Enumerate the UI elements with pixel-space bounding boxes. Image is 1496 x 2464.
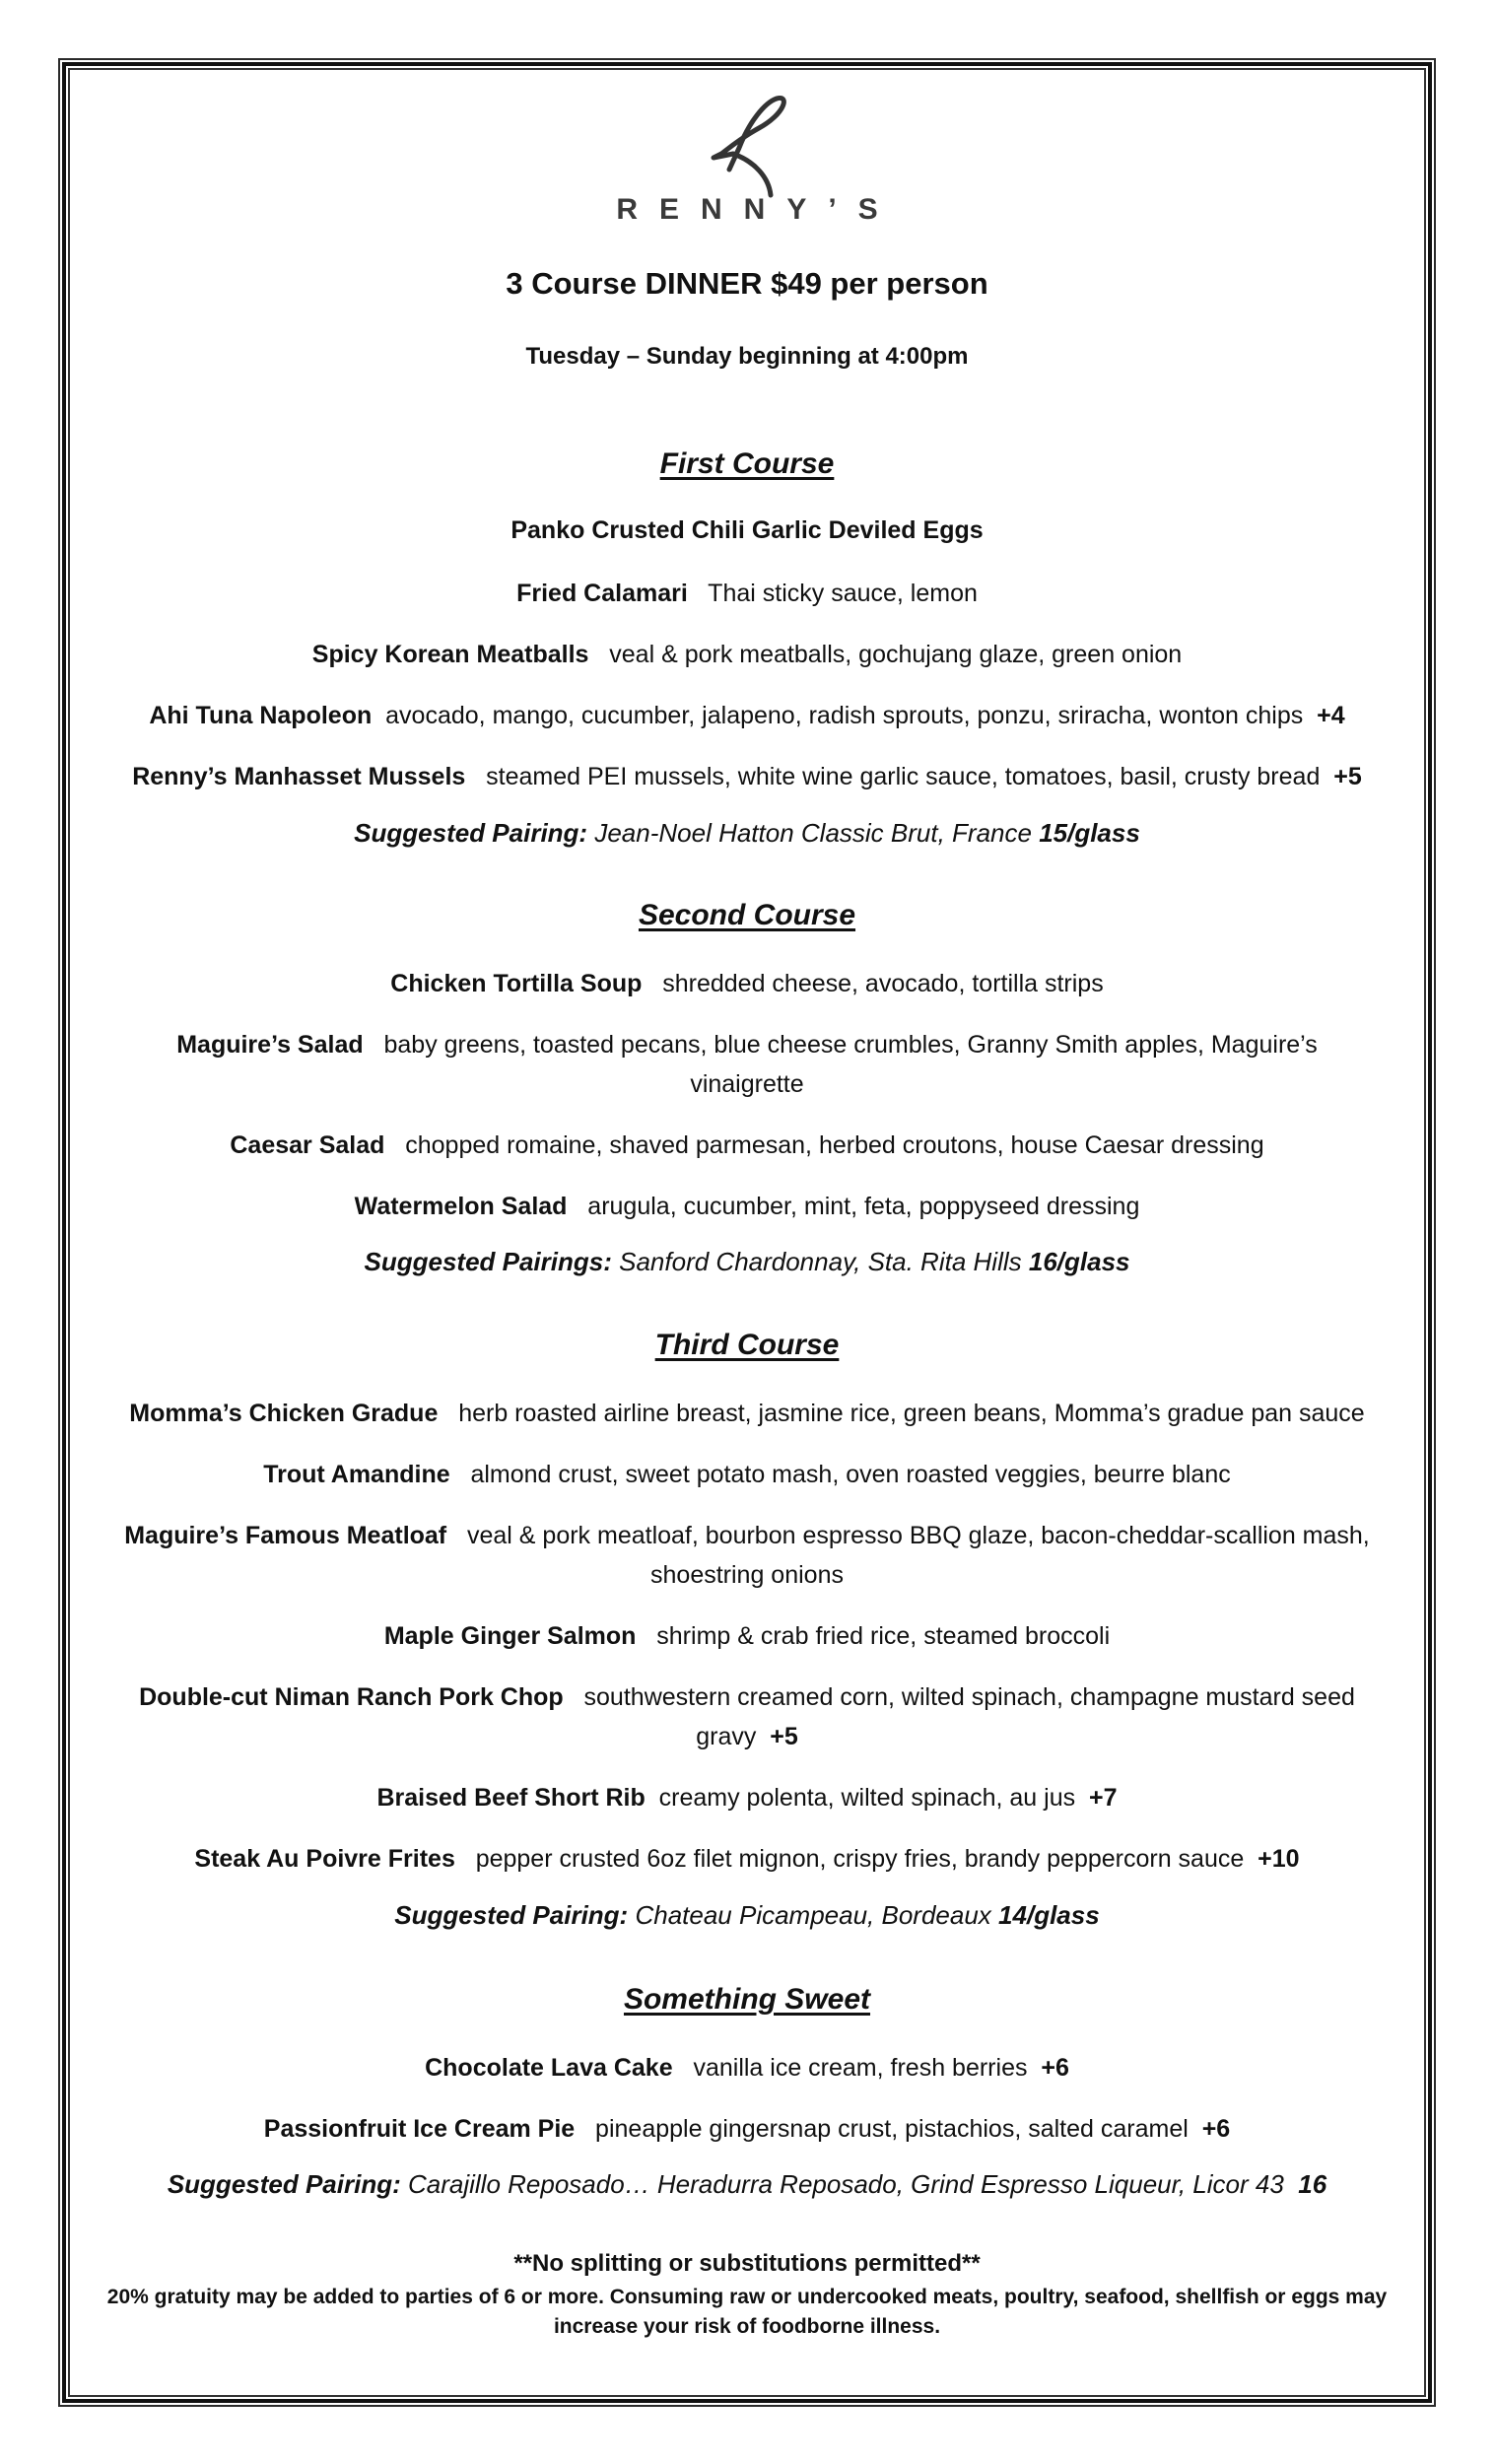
menu-item	[71, 696, 1423, 735]
menu-item	[71, 1126, 1423, 1165]
menu-item	[71, 1839, 1423, 1879]
item-description: avocado, mango, cucumber, jalapeno, radish sprouts, ponzu, sriracha, wonton chips	[385, 702, 1304, 729]
item-upcharge: +4	[1317, 702, 1345, 729]
item-description: Thai sticky sauce, lemon	[708, 580, 978, 607]
item-upcharge: +5	[1333, 763, 1362, 790]
menu-item	[110, 1516, 1384, 1595]
wine-pairing	[71, 818, 1423, 849]
section-heading-second-course: Second Course	[638, 899, 856, 931]
pairing-label: Suggested Pairing:	[394, 1900, 629, 1930]
menu-item	[71, 757, 1423, 796]
menu-item	[71, 2109, 1423, 2149]
item-description: shredded cheese, avocado, tortilla strips	[662, 970, 1104, 997]
page-title: 3 Course DINNER $49 per person	[506, 266, 988, 301]
menu-item	[110, 1677, 1384, 1756]
pairing-wine: Carajillo Reposado… Heradurra Reposado, Grind Espresso Liqueur, Licor 43	[407, 2169, 1284, 2199]
item-description: veal & pork meatballs, gochujang glaze, green onion	[609, 641, 1183, 668]
pairing-price: 14/glass	[998, 1900, 1100, 1930]
disclaimer: 20% gratuity may be added to parties of 6 or more. Consuming raw or undercooked meats, poultry, seafood, shellfish or eggs may increase your risk of foodborne illness.	[106, 2286, 1388, 2338]
section-heading-first-course: First Course	[659, 447, 835, 480]
policy-note: **No splitting or substitutions permitted**	[513, 2250, 981, 2277]
item-name: Maple Ginger Salmon	[383, 1622, 637, 1650]
item-name: Fried Calamari	[516, 580, 688, 607]
menu-item	[71, 1187, 1423, 1226]
item-description: veal & pork meatloaf, bourbon espresso BBQ glaze, bacon-cheddar-scallion mash, shoestring onions	[466, 1522, 1370, 1589]
item-description: steamed PEI mussels, white wine garlic sauce, tomatoes, basil, crusty bread	[486, 763, 1321, 790]
pairing-price: 16/glass	[1028, 1247, 1130, 1276]
item-name: Caesar Salad	[230, 1131, 385, 1159]
menu-item	[71, 2048, 1423, 2088]
menu-item	[71, 635, 1423, 674]
section-heading-third-course: Third Course	[654, 1329, 840, 1361]
item-description: pepper crusted 6oz filet mignon, crispy fries, brandy peppercorn sauce	[475, 1845, 1245, 1873]
item-name: Trout Amandine	[263, 1461, 450, 1488]
item-upcharge: +5	[770, 1723, 798, 1750]
item-description: creamy polenta, wilted spinach, au jus	[658, 1784, 1076, 1812]
item-name: Braised Beef Short Rib	[376, 1784, 646, 1812]
section-heading-something-sweet: Something Sweet	[623, 1983, 871, 2016]
pairing-wine: Chateau Picampeau, Bordeaux	[635, 1900, 991, 1930]
item-upcharge: +7	[1089, 1784, 1118, 1812]
menu-item	[71, 1616, 1423, 1656]
item-description: pineapple gingersnap crust, pistachios, salted caramel	[595, 2115, 1189, 2143]
menu-item	[71, 964, 1423, 1003]
pairing-label: Suggested Pairing:	[167, 2169, 401, 2199]
menu-item	[71, 1778, 1423, 1817]
item-description: vanilla ice cream, fresh berries	[693, 2054, 1028, 2082]
item-description: baby greens, toasted pecans, blue cheese crumbles, Granny Smith apples, Maguire’s vinaigrette	[383, 1031, 1318, 1098]
item-name: Renny’s Manhasset Mussels	[132, 763, 466, 790]
wine-pairing	[71, 1247, 1423, 1277]
item-upcharge: +6	[1201, 2115, 1231, 2143]
menu-item	[71, 511, 1423, 550]
wine-pairing	[71, 2169, 1423, 2200]
menu-item	[71, 1394, 1423, 1433]
pairing-wine: Sanford Chardonnay, Sta. Rita Hills	[619, 1247, 1022, 1276]
item-description: herb roasted airline breast, jasmine rice, green beans, Momma’s gradue pan sauce	[458, 1400, 1365, 1427]
item-description: almond crust, sweet potato mash, oven roasted veggies, beurre blanc	[470, 1461, 1231, 1488]
item-description: southwestern creamed corn, wilted spinach, champagne mustard seed gravy	[583, 1683, 1355, 1750]
menu-item	[130, 1025, 1364, 1104]
item-name: Passionfruit Ice Cream Pie	[263, 2115, 576, 2143]
logo-wordmark: RENNY’S	[616, 193, 900, 226]
menu-item	[71, 1455, 1423, 1494]
pairing-wine: Jean-Noel Hatton Classic Brut, France	[594, 818, 1032, 848]
item-upcharge: +6	[1041, 2054, 1069, 2082]
item-name: Momma’s Chicken Gradue	[129, 1400, 439, 1427]
item-name: Steak Au Poivre Frites	[194, 1845, 455, 1873]
pairing-label: Suggested Pairing:	[354, 818, 588, 848]
page-subtitle: Tuesday – Sunday beginning at 4:00pm	[525, 343, 969, 370]
item-description: arugula, cucumber, mint, feta, poppyseed dressing	[587, 1193, 1140, 1220]
item-description: shrimp & crab fried rice, steamed broccoli	[656, 1622, 1111, 1650]
pairing-price: 16	[1298, 2169, 1327, 2199]
item-description: chopped romaine, shaved parmesan, herbed croutons, house Caesar dressing	[405, 1131, 1264, 1159]
item-upcharge: +10	[1258, 1845, 1300, 1873]
item-name: Maguire’s Salad	[176, 1031, 364, 1059]
item-name: Spicy Korean Meatballs	[311, 641, 589, 668]
item-name: Ahi Tuna Napoleon	[149, 702, 373, 729]
item-name: Watermelon Salad	[354, 1193, 568, 1220]
pairing-label: Suggested Pairings:	[364, 1247, 612, 1276]
renny-monogram-logo-icon	[700, 93, 808, 199]
item-name: Chicken Tortilla Soup	[390, 970, 643, 997]
item-name: Maguire’s Famous Meatloaf	[124, 1522, 447, 1549]
menu-item	[71, 574, 1423, 613]
wine-pairing	[71, 1900, 1423, 1931]
item-name: Double-cut Niman Ranch Pork Chop	[139, 1683, 564, 1711]
item-name: Panko Crusted Chili Garlic Deviled Eggs	[510, 516, 984, 544]
pairing-price: 15/glass	[1039, 818, 1140, 848]
item-name: Chocolate Lava Cake	[425, 2054, 673, 2082]
